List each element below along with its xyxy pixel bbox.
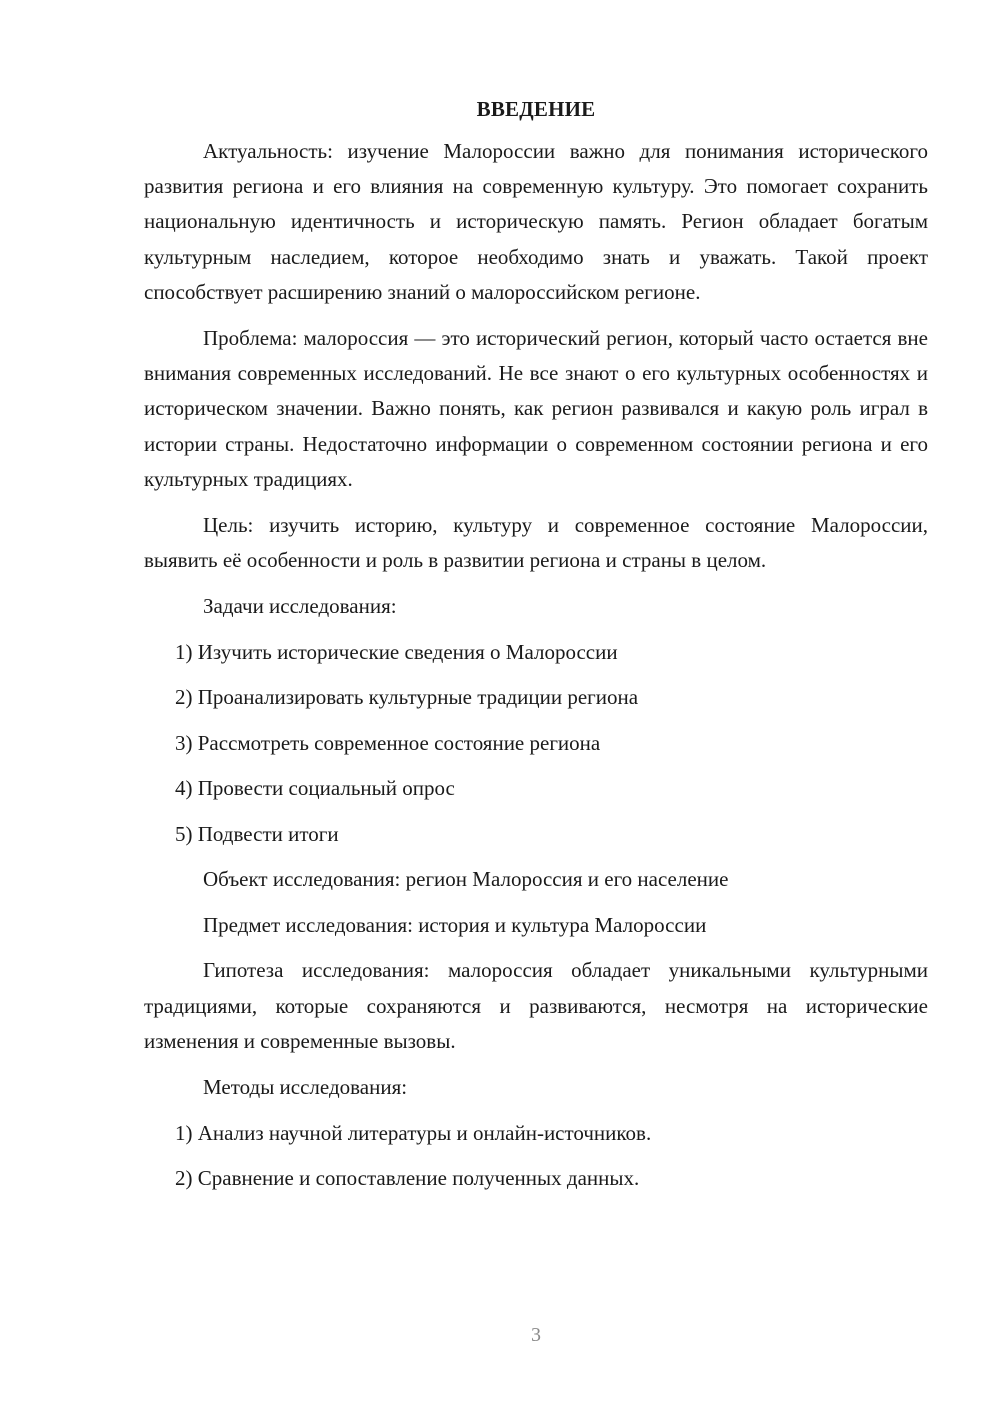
methods-list (144, 1116, 928, 1197)
page-number: 3 (531, 1324, 541, 1346)
hypothesis-paragraph: Гипотеза исследования: малороссия обладает уникальными культурными традициями, которые сохраняются и развиваются, несмотря на исторические изменения и современные вызовы. (144, 958, 928, 1053)
method-item: 2) Сравнение и сопоставление полученных данных. (175, 1166, 640, 1191)
tasks-list (144, 635, 928, 852)
problem-paragraph: Проблема: малороссия — это исторический регион, который часто остается вне внимания современных исследований. Не все знают о его культурных особенностях и историческом значении. Важно понять, как регион развивался и какую роль играл в истории страны. Недостаточно информации о современном состоянии региона и его культурных традициях. (144, 326, 928, 491)
page-title: ВВЕДЕНИЕ (476, 97, 596, 121)
task-item: 3) Рассмотреть современное состояние региона (175, 730, 601, 755)
task-item: 4) Провести социальный опрос (175, 776, 455, 801)
goal-paragraph: Цель: изучить историю, культуру и современное состояние Малороссии, выявить её особенности и роль в развитии региона и страны в целом. (144, 513, 928, 573)
research-object: Объект исследования: регион Малороссия и его население (203, 867, 729, 892)
tasks-heading: Задачи исследования: (203, 594, 397, 619)
methods-heading: Методы исследования: (203, 1075, 408, 1100)
relevance-paragraph: Актуальность: изучение Малороссии важно для понимания исторического развития региона и его влияния на современную культуру. Это помогает сохранить национальную идентичность и историческую память. Регион обладает богатым культурным наследием, которое необходимо знать и уважать. Такой проект способствует расширению знаний о малороссийском регионе. (144, 139, 928, 304)
task-item: 1) Изучить исторические сведения о Малороссии (175, 639, 618, 664)
task-item: 2) Проанализировать культурные традиции региона (175, 685, 639, 710)
method-item: 1) Анализ научной литературы и онлайн-источников. (175, 1120, 652, 1145)
document-page (144, 92, 928, 1207)
research-subject: Предмет исследования: история и культура Малороссии (203, 912, 707, 937)
task-item: 5) Подвести итоги (175, 821, 339, 846)
